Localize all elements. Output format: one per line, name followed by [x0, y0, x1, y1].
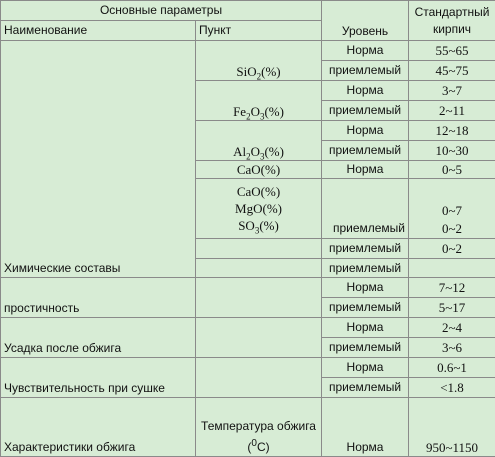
cao-norm-level: Норма — [322, 161, 409, 179]
group-acc-level: приемлемый — [322, 219, 409, 239]
group-level-empty — [322, 179, 409, 199]
sio2-norm-value: 55~65 — [409, 41, 495, 61]
chem-name-cell: Химические составы — [1, 41, 196, 278]
shrinkage-acc-level: приемлемый — [322, 338, 409, 358]
strength-acc-level: приемлемый — [322, 298, 409, 318]
standard-brick-header-line2: кирпич — [432, 21, 472, 36]
firing-item-line2: ($^0$C) — [247, 438, 270, 454]
table-row — [1, 318, 495, 338]
group-value-1: 0~7 — [409, 199, 495, 219]
name-header: Наименование — [1, 21, 196, 41]
group-value-2: 0~2 — [409, 219, 495, 239]
strength-norm-value: 7~12 — [409, 278, 495, 298]
firing-item-line1: Температура обжига — [201, 419, 316, 433]
drying-acc-level: приемлемый — [322, 378, 409, 398]
shrinkage-name: Усадка после обжига — [1, 318, 196, 358]
shrinkage-acc-value: 3~6 — [409, 338, 495, 358]
al2o3-acc-value: 10~30 — [409, 141, 495, 161]
last-acc-level: приемлемый — [322, 259, 409, 278]
strength-acc-value: 5~17 — [409, 298, 495, 318]
standard-brick-header — [409, 1, 495, 41]
strength-name: простичность — [1, 278, 196, 318]
al2o3-norm-value: 12~18 — [409, 121, 495, 141]
firing-item — [196, 398, 322, 457]
shrinkage-norm-value: 2~4 — [409, 318, 495, 338]
sio2-norm-level: Норма — [322, 41, 409, 61]
level-header: Уровень — [322, 1, 409, 41]
firing-name: Характеристики обжига — [1, 398, 196, 457]
fe2o3-norm-level: Норма — [322, 81, 409, 101]
al2o3-item: $Al_2O_3(\%)$ — [196, 121, 322, 161]
drying-norm-value: 0.6~1 — [409, 358, 495, 378]
header-row-1 — [1, 1, 495, 21]
drying-norm-level: Норма — [322, 358, 409, 378]
al2o3-norm-level: Норма — [322, 121, 409, 141]
table-row — [1, 358, 495, 378]
group-level-spacer — [322, 199, 409, 219]
extra-value: 0~2 — [409, 239, 495, 259]
main-params-header: Основные параметры — [1, 1, 322, 21]
shrinkage-item-empty — [196, 318, 322, 358]
fe2o3-acc-value: 2~11 — [409, 101, 495, 121]
cao-item: CaO(%) — [196, 161, 322, 179]
group-value-empty — [409, 179, 495, 199]
al2o3-acc-level: приемлемый — [322, 141, 409, 161]
drying-acc-value: <1.8 — [409, 378, 495, 398]
drying-name: Чувствительность при сушке — [1, 358, 196, 398]
firing-value: 950~1150 — [409, 398, 495, 457]
group-mgo: MgO(%) — [235, 201, 282, 216]
fe2o3-item: $Fe_2O_3(\%)$ — [196, 81, 322, 121]
drying-item-empty — [196, 358, 322, 398]
extra-acc-level: приемлемый — [322, 239, 409, 259]
table-row — [1, 41, 495, 61]
sio2-item: SiO$_2$(%) — [196, 41, 322, 81]
fe2o3-norm-value: 3~7 — [409, 81, 495, 101]
standard-brick-header-line1: Стандартный — [414, 4, 490, 19]
strength-norm-level: Норма — [322, 278, 409, 298]
item-header: Пункт — [196, 21, 322, 41]
sio2-acc-level: приемлемый — [322, 61, 409, 81]
extra-item-empty — [196, 239, 322, 259]
table-row — [1, 278, 495, 298]
fe2o3-acc-level: приемлемый — [322, 101, 409, 121]
shrinkage-norm-level: Норма — [322, 318, 409, 338]
last-item-empty — [196, 259, 322, 278]
group-cao: CaO(%) — [236, 184, 281, 199]
cao-value: 0~5 — [409, 161, 495, 179]
table-row — [1, 398, 495, 457]
strength-item-empty — [196, 278, 322, 318]
firing-norm-level: Норма — [322, 398, 409, 457]
sio2-acc-value: 45~75 — [409, 61, 495, 81]
cao-mgo-so3-item — [196, 179, 322, 239]
last-value-empty — [409, 259, 495, 278]
group-so3: $SO_3(\%)$ — [238, 218, 279, 236]
